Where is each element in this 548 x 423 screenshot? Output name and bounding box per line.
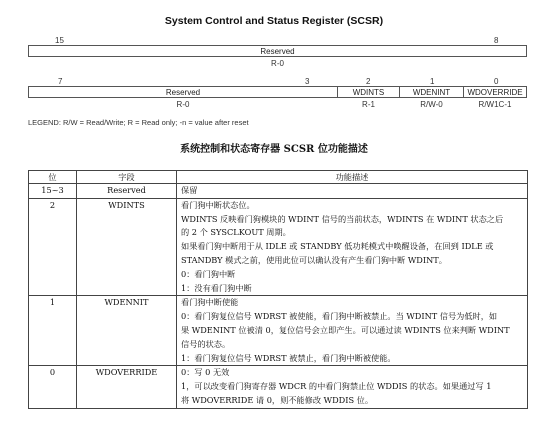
register-legend: LEGEND: R/W = Read/Write; R = Read only; -n = value after reset	[28, 118, 249, 127]
row-field: Reserved	[77, 184, 177, 199]
row-description	[177, 184, 528, 199]
register-field-wdints: WDINTS	[337, 86, 400, 98]
description-line: 保留	[181, 185, 198, 195]
row-description	[177, 198, 528, 296]
bit-description-table	[28, 170, 528, 409]
table-header-row	[29, 171, 528, 184]
description-line: 1：看门狗复位信号 WDRST 被禁止，看门狗中断被使能。	[181, 352, 396, 363]
bit-number-8: 8	[494, 36, 499, 45]
register-access-reserved: R-0	[176, 100, 190, 109]
description-line: 看门狗中断状态位。	[181, 199, 255, 210]
description-line: 如果看门狗中断用于从 IDLE 或 STANDBY 低功耗模式中唤醒设备，在回到 IDLE 或	[181, 241, 494, 252]
row-bit: 1	[29, 296, 77, 366]
table-row	[29, 198, 528, 296]
description-line: 的 2 个 SYSCLKOUT 周期。	[181, 227, 291, 238]
row-bit: 15~3	[29, 184, 77, 199]
row-bit: 0	[29, 366, 77, 408]
header-bit: 位	[29, 171, 77, 184]
description-line: 看门狗中断使能	[181, 297, 239, 308]
row-description	[177, 366, 528, 408]
bit-number-2: 2	[366, 77, 371, 86]
row-field: WDOVERRIDE	[77, 366, 177, 408]
description-line: 0：写 0 无效	[181, 367, 230, 378]
description-line: 0：看门狗复位信号 WDRST 被使能，看门狗中断被禁止。当 WDINT 信号为低时，如	[181, 311, 498, 322]
register-access-upper: R-0	[271, 59, 284, 68]
register-access-wdoverride: R/W1C-1	[478, 100, 512, 109]
bit-number-0: 0	[494, 77, 499, 86]
description-line: STANDBY 模式之前，使用此位可以确认没有产生看门狗中断 WDINT。	[181, 254, 447, 265]
description-line: 信号的状态。	[181, 338, 231, 349]
description-line: 1，可以改变看门狗寄存器 WDCR 的中看门狗禁止位 WDDIS 的状态。如果通过写 1	[181, 381, 492, 392]
register-field-reserved-upper: Reserved	[28, 45, 527, 57]
bit-number-3: 3	[305, 77, 310, 86]
row-description	[177, 296, 528, 366]
description-line: 0：看门狗中断	[181, 268, 236, 279]
register-field-wdenint: WDENINT	[399, 86, 464, 98]
header-field: 字段	[77, 171, 177, 184]
register-access-wdints: R-1	[362, 100, 375, 109]
description-line: 将 WDOVERRIDE 请 0，则不能修改 WDDIS 位。	[181, 394, 374, 405]
register-access-wdenint: R/W-0	[420, 100, 443, 109]
header-description: 功能描述	[177, 171, 528, 184]
register-title: System Control and Status Register (SCSR)	[164, 15, 384, 27]
description-line: WDINTS 反映看门狗模块的 WDINT 信号的当前状态，WDINTS 在 WDINT 状态之后	[181, 213, 504, 224]
table-title: 系统控制和状态寄存器 SCSR 位功能描述	[180, 144, 368, 155]
table-row	[29, 184, 528, 199]
register-field-reserved-lower: Reserved	[28, 86, 338, 98]
table-row	[29, 296, 528, 366]
row-field: WDINTS	[77, 198, 177, 296]
table-row	[29, 366, 528, 408]
description-line: 果 WDENINT 位被清 0，复位信号会立即产生。可以通过读 WDINTS 位来判断 WDINT	[181, 324, 510, 335]
description-line: 1：没有看门狗中断	[181, 282, 252, 293]
bit-number-15: 15	[55, 36, 64, 45]
row-field: WDENNIT	[77, 296, 177, 366]
row-bit: 2	[29, 198, 77, 296]
register-field-wdoverride: WDOVERRIDE	[463, 86, 527, 98]
bit-number-7: 7	[58, 77, 63, 86]
bit-number-1: 1	[430, 77, 435, 86]
